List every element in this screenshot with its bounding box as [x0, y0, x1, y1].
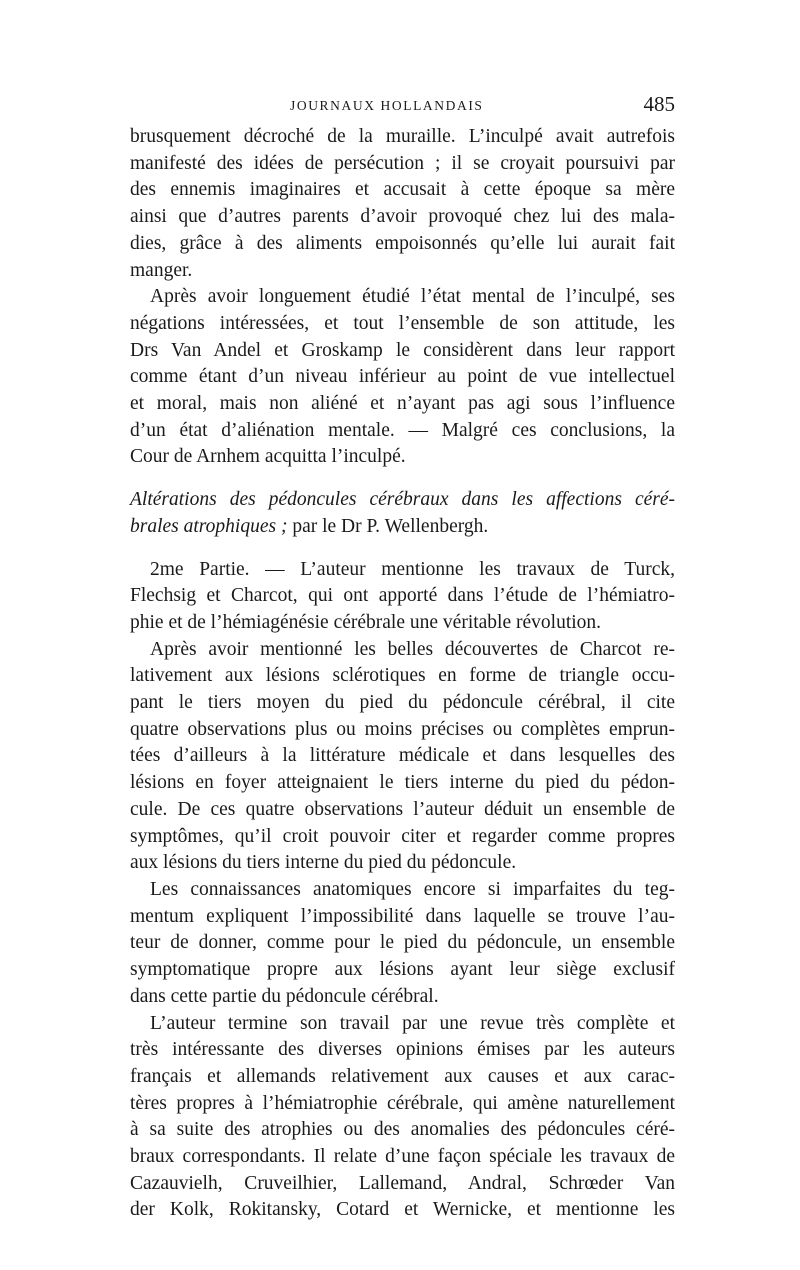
paragraph-5	[130, 877, 675, 1011]
paragraph-6	[130, 1011, 675, 1225]
text-line: à sa suite des atrophies ou des anomalies des pédoncules céré-	[130, 1119, 675, 1141]
text-line: pant le tiers moyen du pied du pédoncule cérébral, il cite	[130, 692, 675, 714]
text-line: Cazauvielh, Cruveilhier, Lallemand, Andral, Schrœder Van	[130, 1172, 675, 1194]
section-heading	[130, 487, 675, 540]
text-line: français et allemands relativement aux causes et aux carac-	[130, 1065, 675, 1087]
text-line: ainsi que d’autres parents d’avoir provoqué chez lui des mala-	[130, 206, 675, 228]
section-spacer	[130, 541, 675, 557]
heading-line: Altérations des pédoncules cérébraux dans les affections céré-	[130, 489, 675, 511]
text-line: d’un état d’aliénation mentale. — Malgré ces conclusions, la	[130, 419, 675, 441]
text-line: 2me Partie. — L’auteur mentionne les travaux de Turck,	[150, 558, 675, 580]
text-line: brusquement décroché de la muraille. L’inculpé avait autrefois	[130, 126, 675, 147]
paragraph-1	[130, 124, 675, 284]
text-line: tées d’ailleurs à la littérature médicale et dans lesquelles des	[130, 745, 675, 767]
text-line: Flechsig et Charcot, qui ont apporté dans l’étude de l’hémiatro-	[130, 585, 675, 607]
text-line: der Kolk, Rokitansky, Cotard et Wernicke, et mentionne les	[130, 1199, 675, 1221]
book-page	[130, 92, 675, 1252]
text-line: dans cette partie du pédoncule cérébral.	[130, 985, 439, 1007]
paragraph-4	[130, 637, 675, 877]
text-line: Cour de Arnhem acquitta l’inculpé.	[130, 446, 406, 468]
text-line: symptômes, qu’il croit pouvoir citer et regarder comme propres	[130, 825, 675, 847]
text-line: Après avoir longuement étudié l’état mental de l’inculpé, ses	[150, 286, 675, 308]
section-spacer	[130, 471, 675, 487]
text-line: quatre observations plus ou moins précises ou complètes emprun-	[130, 718, 675, 740]
text-line: phie et de l’hémiagénésie cérébrale une véritable révolution.	[130, 611, 602, 633]
text-line: Les connaissances anatomiques encore si imparfaites du teg-	[150, 878, 675, 900]
text-line: aux lésions du tiers interne du pied du pédoncule.	[130, 852, 517, 874]
text-line: lésions en foyer atteignaient le tiers interne du pied du pédon-	[130, 772, 675, 794]
text-line: lativement aux lésions sclérotiques en forme de triangle occu-	[130, 665, 675, 687]
heading-title-end: brales atrophiques ;	[130, 515, 288, 537]
text-line: comme étant d’un niveau inférieur au point de vue intellectuel	[130, 366, 675, 388]
text-line: très intéressante des diverses opinions émises par les auteurs	[130, 1039, 675, 1061]
text-line: manger.	[130, 259, 193, 281]
running-title: JOURNAUX HOLLANDAIS	[290, 98, 484, 113]
text-line: L’auteur termine son travail par une revue très complète et	[150, 1012, 675, 1034]
text-line: des ennemis imaginaires et accusait à cette époque sa mère	[130, 179, 675, 201]
text-line: Après avoir mentionné les belles découvertes de Charcot re-	[150, 638, 675, 660]
paragraph-3	[130, 557, 675, 637]
text-line: braux correspondants. Il relate d’une façon spéciale les travaux de	[130, 1146, 675, 1168]
paragraph-2	[130, 284, 675, 471]
text-line: négations intéressées, et tout l’ensemble de son attitude, les	[130, 312, 675, 334]
text-line: manifesté des idées de persécution ; il se croyait poursuivi par	[130, 152, 675, 174]
text-line: tères propres à l’hémiatrophie cérébrale, qui amène naturellement	[130, 1092, 675, 1114]
heading-line-2	[130, 514, 675, 541]
page-number: 485	[643, 92, 675, 116]
text-line: et moral, mais non aliéné et n’ayant pas agi sous l’influence	[130, 393, 675, 415]
text-line: dies, grâce à des aliments empoisonnés qu’elle lui aurait fait	[130, 232, 675, 254]
text-line: mentum expliquent l’impossibilité dans laquelle se trouve l’au-	[130, 905, 675, 927]
text-line: symptomatique propre aux lésions ayant leur siège exclusif	[130, 959, 675, 981]
text-line: teur de donner, comme pour le pied du pédoncule, un ensemble	[130, 932, 675, 954]
text-line: Drs Van Andel et Groskamp le considèrent dans leur rapport	[130, 339, 675, 361]
heading-author: par le Dr P. Wellenbergh.	[287, 515, 489, 537]
text-line: cule. De ces quatre observations l’auteur déduit un ensemble de	[130, 798, 675, 820]
running-header	[130, 92, 675, 124]
